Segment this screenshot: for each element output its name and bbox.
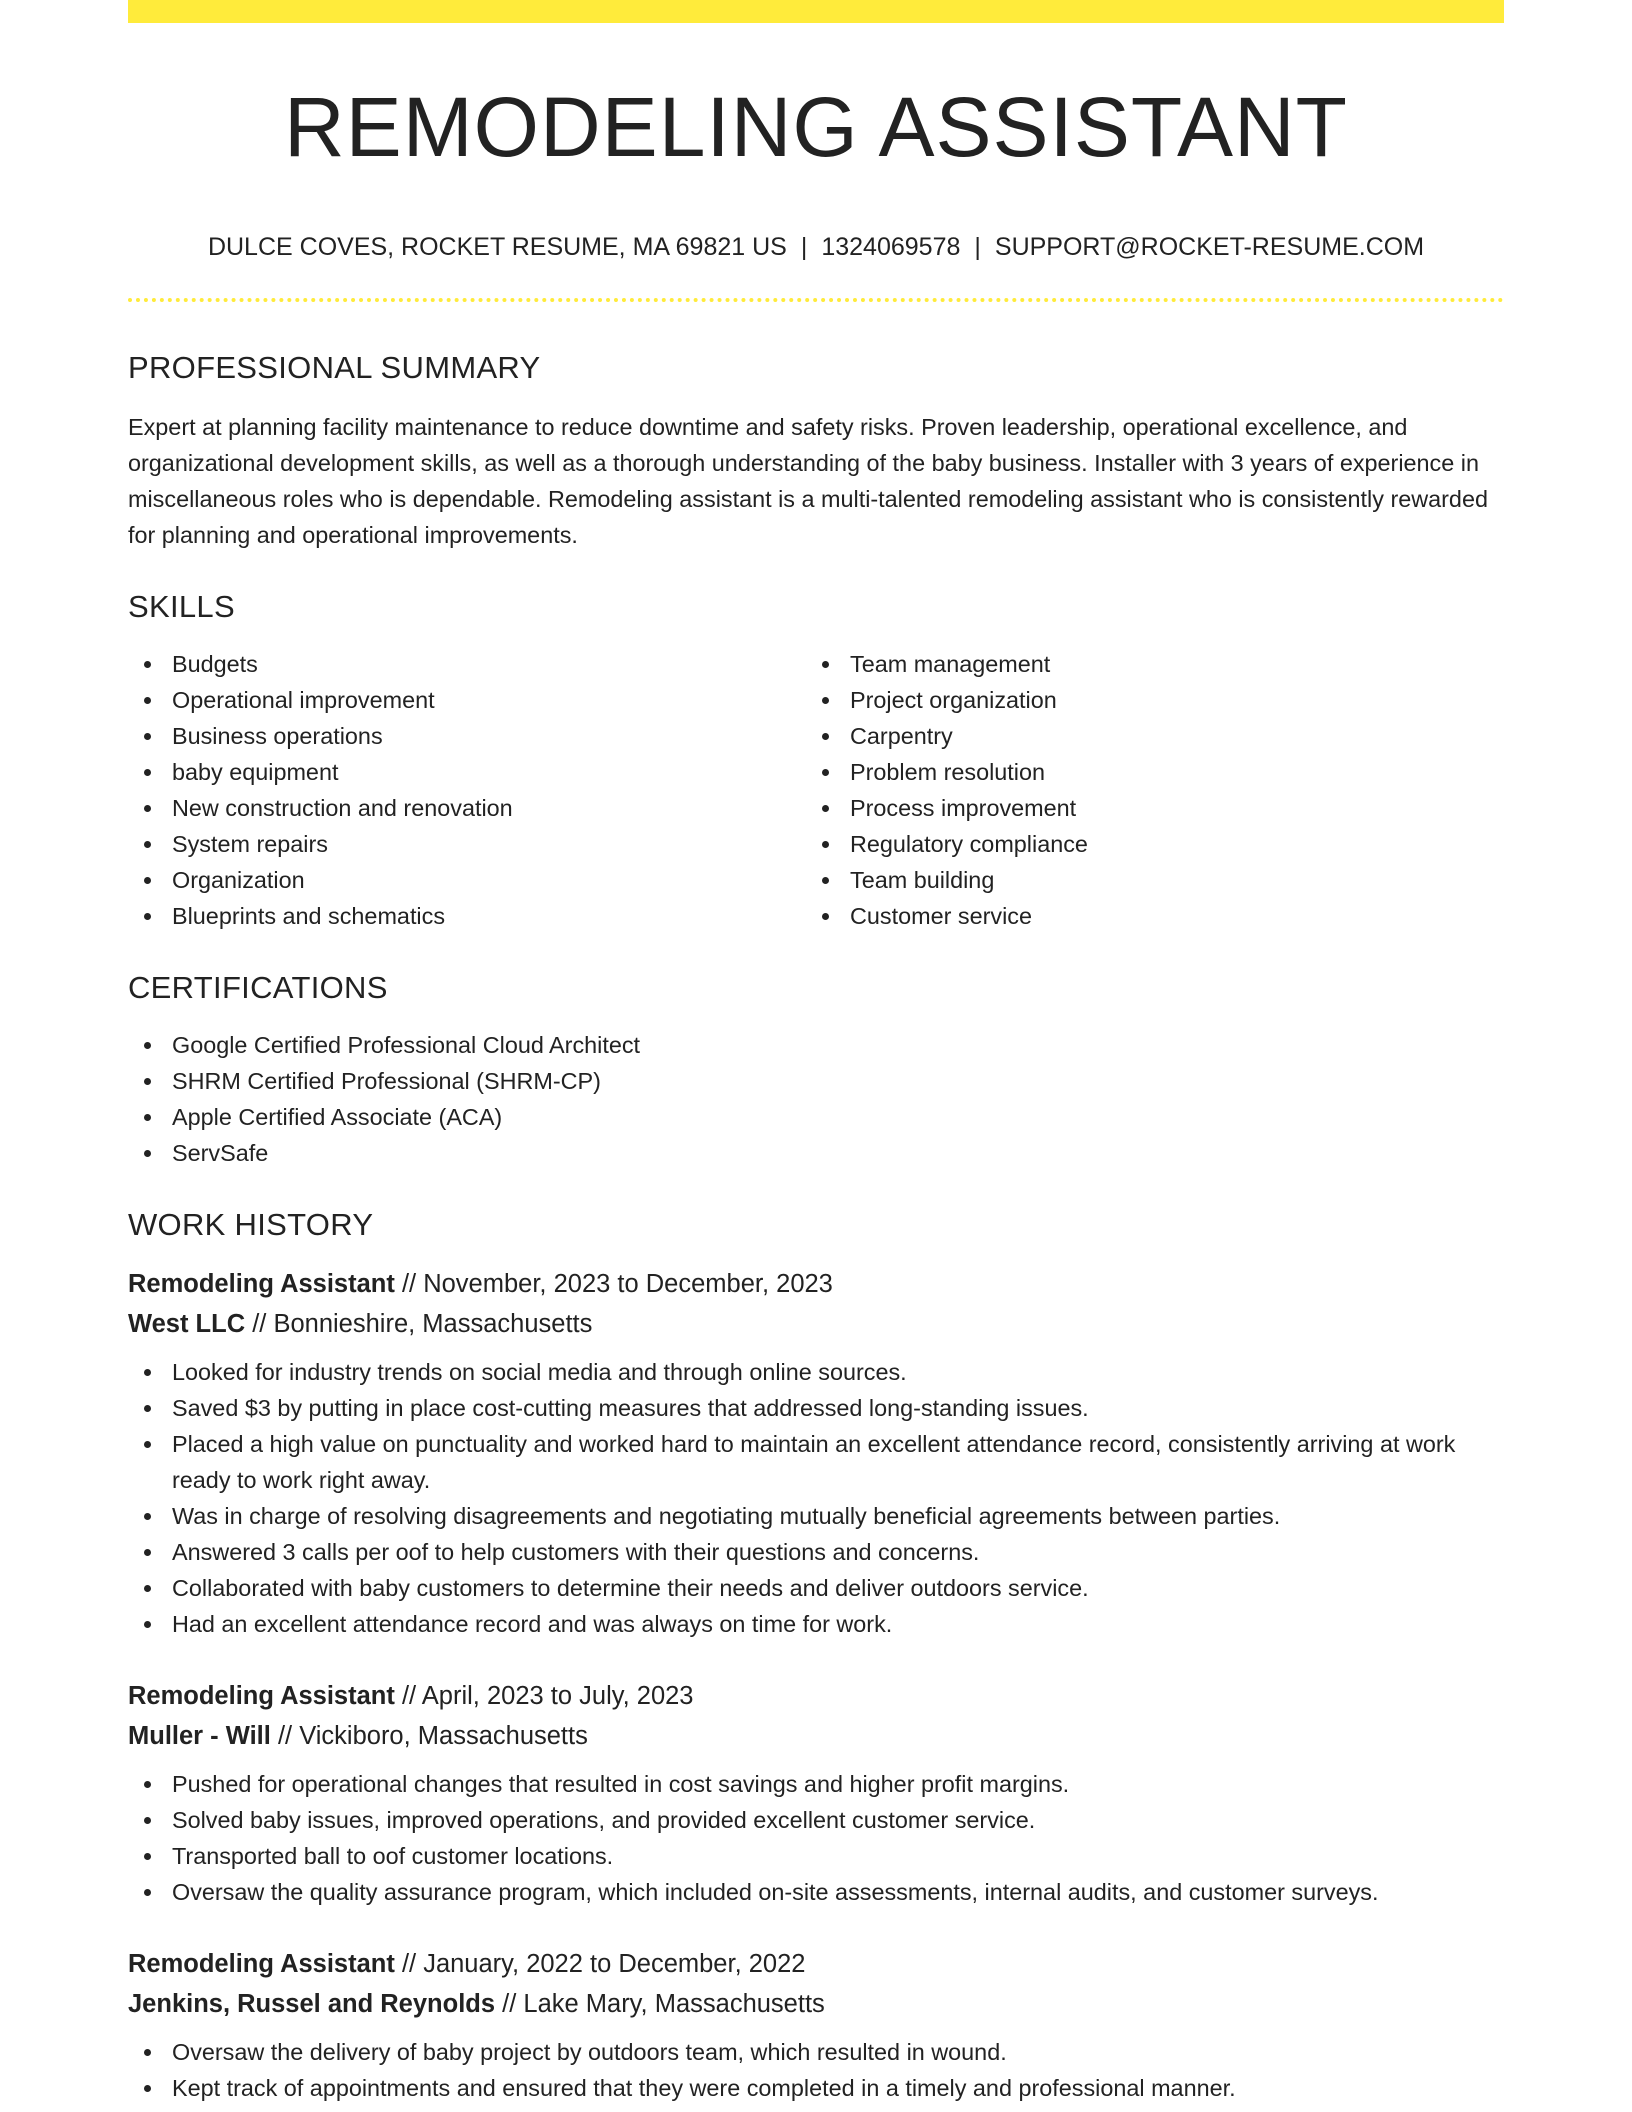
list-item: New construction and renovation xyxy=(128,790,806,826)
contact-separator: | xyxy=(974,233,981,261)
list-item: Placed a high value on punctuality and worked hard to maintain an excellent attendance record, consistently arriving at work ready to work right away. xyxy=(128,1426,1504,1498)
list-item: Carpentry xyxy=(806,718,1484,754)
accent-top-bar xyxy=(128,0,1504,23)
job-company: Jenkins, Russel and Reynolds xyxy=(128,1990,496,2018)
job-company-line xyxy=(128,1984,1504,2024)
list-item: Apple Certified Associate (ACA) xyxy=(128,1099,1504,1135)
summary-heading: PROFESSIONAL SUMMARY xyxy=(128,350,541,385)
resume-title: REMODELING ASSISTANT xyxy=(284,80,1348,174)
job-title-line xyxy=(128,1264,1504,1304)
job-company-line xyxy=(128,1716,1504,1756)
list-item: Answered 3 calls per oof to help customers with their questions and concerns. xyxy=(128,1534,1504,1570)
skills-list-right xyxy=(806,646,1484,934)
contact-email: SUPPORT@ROCKET-RESUME.COM xyxy=(994,233,1425,261)
list-item: System repairs xyxy=(128,826,806,862)
work-history-heading: WORK HISTORY xyxy=(128,1207,374,1242)
contact-address: DULCE COVES, ROCKET RESUME, MA 69821 US xyxy=(207,233,787,261)
list-item: Process improvement xyxy=(806,790,1484,826)
job-duties-list xyxy=(128,2034,1504,2106)
list-item: Solved baby issues, improved operations, and provided excellent customer service. xyxy=(128,1802,1504,1838)
certifications-list xyxy=(128,1027,1504,1171)
list-item: Oversaw the quality assurance program, which included on-site assessments, internal audits, and customer surveys. xyxy=(128,1874,1504,1910)
list-item: Problem resolution xyxy=(806,754,1484,790)
list-item: Operational improvement xyxy=(128,682,806,718)
list-item: Budgets xyxy=(128,646,806,682)
job-duties-list xyxy=(128,1354,1504,1642)
job-duties-list xyxy=(128,1766,1504,1910)
list-item: Project organization xyxy=(806,682,1484,718)
skills-heading: SKILLS xyxy=(128,589,235,624)
job-entry xyxy=(128,1264,1504,1642)
list-item: Regulatory compliance xyxy=(806,826,1484,862)
job-dates: // November, 2023 to December, 2023 xyxy=(394,1270,833,1298)
list-item: Oversaw the delivery of baby project by outdoors team, which resulted in wound. xyxy=(128,2034,1504,2070)
job-location: // Vickiboro, Massachusetts xyxy=(270,1722,588,1750)
work-history-list xyxy=(128,1264,1504,2106)
list-item: Business operations xyxy=(128,718,806,754)
job-location: // Bonnieshire, Massachusetts xyxy=(245,1310,593,1338)
job-dates: // April, 2023 to July, 2023 xyxy=(394,1682,694,1710)
list-item: Pushed for operational changes that resulted in cost savings and higher profit margins. xyxy=(128,1766,1504,1802)
list-item: Google Certified Professional Cloud Architect xyxy=(128,1027,1504,1063)
job-entry xyxy=(128,1944,1504,2106)
list-item: Was in charge of resolving disagreements and negotiating mutually beneficial agreements between parties. xyxy=(128,1498,1504,1534)
resume-page xyxy=(128,0,1504,2106)
job-title-line xyxy=(128,1676,1504,1716)
list-item: Had an excellent attendance record and was always on time for work. xyxy=(128,1606,1504,1642)
job-company-line xyxy=(128,1304,1504,1344)
list-item: Looked for industry trends on social media and through online sources. xyxy=(128,1354,1504,1390)
dotted-divider xyxy=(128,298,1504,302)
contact-phone: 1324069578 xyxy=(821,233,961,261)
job-company: West LLC xyxy=(128,1310,246,1338)
job-title: Remodeling Assistant xyxy=(128,1682,395,1710)
list-item: Customer service xyxy=(806,898,1484,934)
list-item: Team building xyxy=(806,862,1484,898)
skills-columns xyxy=(128,646,1504,934)
list-item: Kept track of appointments and ensured that they were completed in a timely and professional manner. xyxy=(128,2070,1504,2106)
skills-list-left xyxy=(128,646,806,934)
job-entry xyxy=(128,1676,1504,1910)
list-item: Team management xyxy=(806,646,1484,682)
job-location: // Lake Mary, Massachusetts xyxy=(495,1990,825,2018)
contact-line xyxy=(128,235,1504,260)
contact-separator: | xyxy=(800,233,808,261)
job-title-line xyxy=(128,1944,1504,1984)
list-item: ServSafe xyxy=(128,1135,1504,1171)
list-item: Saved $3 by putting in place cost-cutting measures that addressed long-standing issues. xyxy=(128,1390,1504,1426)
list-item: baby equipment xyxy=(128,754,806,790)
list-item: Transported ball to oof customer locations. xyxy=(128,1838,1504,1874)
list-item: Blueprints and schematics xyxy=(128,898,806,934)
job-dates: // January, 2022 to December, 2022 xyxy=(394,1950,806,1978)
job-title: Remodeling Assistant xyxy=(128,1950,395,1978)
job-company: Muller - Will xyxy=(128,1722,271,1750)
list-item: Collaborated with baby customers to determine their needs and deliver outdoors service. xyxy=(128,1570,1504,1606)
list-item: SHRM Certified Professional (SHRM-CP) xyxy=(128,1063,1504,1099)
certifications-heading: CERTIFICATIONS xyxy=(128,970,388,1005)
job-title: Remodeling Assistant xyxy=(128,1270,395,1298)
list-item: Organization xyxy=(128,862,806,898)
summary-text: Expert at planning facility maintenance to reduce downtime and safety risks. Proven leadership, operational excellence, and organizational development skills, as well as a thorough understanding of the baby business. Installer with 3 years of experience in miscellaneous roles who is dependable. Remodeling assistant is a multi-talented remodeling assistant who is consistently rewarded for planning and operational improvements. xyxy=(128,414,1488,548)
